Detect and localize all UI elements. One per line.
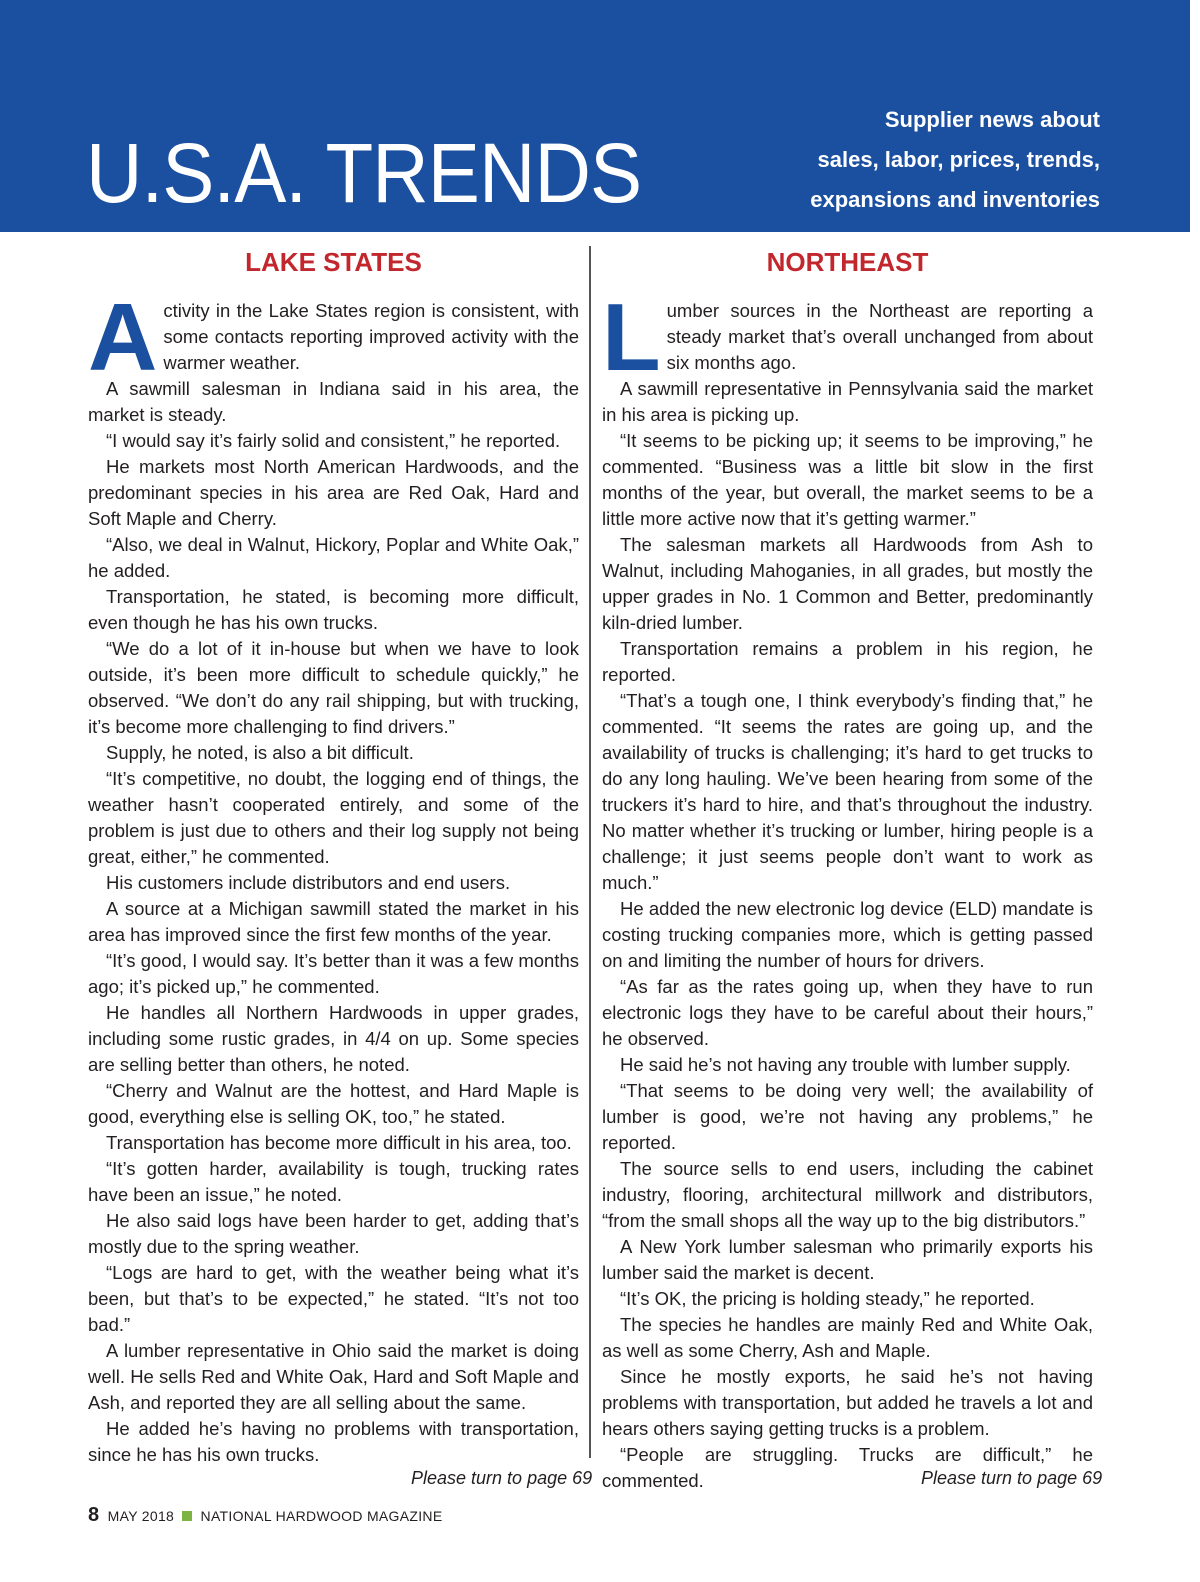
body-paragraph: A source at a Michigan sawmill stated the market in his area has improved since the first few months of the year. <box>88 898 579 945</box>
lead-text: ctivity in the Lake States region is consistent, with some contacts reporting improved activity with the warmer weather. <box>163 300 579 373</box>
body-paragraph: “I would say it’s fairly solid and consistent,” he reported. <box>106 430 561 451</box>
body-paragraph: Transportation remains a problem in his region, he reported. <box>602 638 1093 685</box>
body-paragraph: “It’s good, I would say. It’s better than it was a few months ago; it’s picked up,” he commented. <box>88 950 579 997</box>
tagline-line: Supplier news about <box>884 107 1100 132</box>
body-paragraph: Transportation has become more difficult in his area, too. <box>106 1132 572 1153</box>
body-paragraph: “It’s competitive, no doubt, the logging end of things, the weather hasn’t cooperated entirely, and some of the problem is just due to others and their log supply not being great, either,” he commented. <box>88 768 579 867</box>
body-paragraph: The salesman markets all Hardwoods from Ash to Walnut, including Mahoganies, in all grades, but mostly the upper grades in No. 1 Common and Better, predominantly kiln-dried lumber. <box>602 534 1093 633</box>
tagline-line: sales, labor, prices, trends, <box>817 147 1100 172</box>
body-paragraph: His customers include distributors and end users. <box>106 872 511 893</box>
lead-paragraph <box>602 284 1093 391</box>
body-paragraph: He added he’s having no problems with transportation, since he has his own trucks. <box>88 1418 579 1465</box>
body-paragraph: A New York lumber salesman who primarily exports his lumber said the market is decent. <box>602 1236 1093 1283</box>
body-paragraph: Transportation, he stated, is becoming more difficult, even though he has his own trucks. <box>88 586 579 633</box>
drop-cap: A <box>88 284 158 391</box>
body-paragraph: “People are struggling. Trucks are difficult,” he commented. <box>602 1444 1093 1491</box>
green-square-icon <box>182 1511 192 1521</box>
northeast-column <box>602 246 1093 1494</box>
continued-note: Please turn to page 69 <box>411 1468 593 1488</box>
lake-states-column <box>88 246 579 1468</box>
lead-paragraph <box>88 284 579 391</box>
body-paragraph: “Logs are hard to get, with the weather being what it’s been, but that’s to be expected,” he stated. “It’s not too bad.” <box>88 1262 579 1335</box>
body-paragraph: A sawmill salesman in Indiana said in his area, the market is steady. <box>88 378 579 425</box>
body-paragraph: He also said logs have been harder to get, adding that’s mostly due to the spring weather. <box>88 1210 579 1257</box>
body-paragraph: “It seems to be picking up; it seems to be improving,” he commented. “Business was a little bit slow in the first months of the year, but overall, the market seems to be a little more active now that it’s getting warmer.” <box>602 430 1093 529</box>
body-paragraph: “That seems to be doing very well; the availability of lumber is good, we’re not having any problems,” he reported. <box>602 1080 1093 1153</box>
body-paragraph: “We do a lot of it in-house but when we have to look outside, it’s been more difficult to schedule quickly,” he observed. “We don’t do any rail shipping, but with trucking, it’s become more challenging to find drivers.” <box>88 638 579 737</box>
body-paragraph: Since he mostly exports, he said he’s not having problems with transportation, but added he travels a lot and hears others saying getting trucks is a problem. <box>602 1366 1093 1439</box>
body-paragraph: He said he’s not having any trouble with lumber supply. <box>620 1054 1071 1075</box>
body-paragraph: “It’s OK, the pricing is holding steady,” he reported. <box>620 1288 1035 1309</box>
body-paragraph: The source sells to end users, including the cabinet industry, flooring, architectural millwork and distributors, “from the small shops all the way up to the big distributors.” <box>602 1158 1093 1231</box>
body-paragraph: He handles all Northern Hardwoods in upper grades, including some rustic grades, in 4/4 on up. Some species are selling better than others, he noted. <box>88 1002 579 1075</box>
lake-states-heading: LAKE STATES <box>245 247 422 277</box>
column-divider <box>589 246 591 1458</box>
body-paragraph: He markets most North American Hardwoods, and the predominant species in his area are Red Oak, Hard and Soft Maple and Cherry. <box>88 456 579 529</box>
body-paragraph: “As far as the rates going up, when they have to run electronic logs they have to be careful about their hours,” he observed. <box>602 976 1093 1049</box>
body-paragraph: A sawmill representative in Pennsylvania said the market in his area is picking up. <box>602 378 1093 425</box>
body-paragraph: “It’s gotten harder, availability is tough, trucking rates have been an issue,” he noted. <box>88 1158 579 1205</box>
header-banner <box>0 0 1190 232</box>
publication-name: NATIONAL HARDWOOD MAGAZINE <box>200 1508 443 1524</box>
section-title: U.S.A. TRENDS <box>86 126 642 220</box>
body-paragraph: A lumber representative in Ohio said the market is doing well. He sells Red and White Oak, Hard and Soft Maple and Ash, and reported they are all selling about the same. <box>88 1340 579 1413</box>
page-number: 8 <box>88 1504 100 1526</box>
body-paragraph: Supply, he noted, is also a bit difficult. <box>106 742 414 763</box>
drop-cap: L <box>602 284 661 391</box>
body-paragraph: He added the new electronic log device (ELD) mandate is costing trucking companies more, which is getting passed on and limiting the number of hours for drivers. <box>602 898 1093 971</box>
northeast-heading: NORTHEAST <box>766 247 929 277</box>
body-paragraph: The species he handles are mainly Red and White Oak, as well as some Cherry, Ash and Maple. <box>602 1314 1093 1361</box>
body-paragraph: “Also, we deal in Walnut, Hickory, Poplar and White Oak,” he added. <box>88 534 579 581</box>
tagline-line: expansions and inventories <box>810 187 1100 212</box>
section-tagline <box>680 100 1100 220</box>
lead-text: umber sources in the Northeast are reporting a steady market that’s overall unchanged from about six months ago. <box>666 300 1093 373</box>
body-paragraph: “Cherry and Walnut are the hottest, and Hard Maple is good, everything else is selling OK, too,” he stated. <box>88 1080 579 1127</box>
continued-note: Please turn to page 69 <box>921 1468 1103 1488</box>
body-paragraph: “That’s a tough one, I think everybody’s finding that,” he commented. “It seems the rates are going up, and the availability of trucks is challenging; it’s hard to get trucks to do any long hauling. We’ve been hearing from some of the truckers it’s hard to hire, and that’s throughout the industry. No matter whether it’s trucking or lumber, hiring people is a challenge; it just seems people don’t want to work as much.” <box>602 690 1093 893</box>
issue-date: MAY 2018 <box>107 1508 175 1524</box>
page-footer <box>88 1504 442 1527</box>
